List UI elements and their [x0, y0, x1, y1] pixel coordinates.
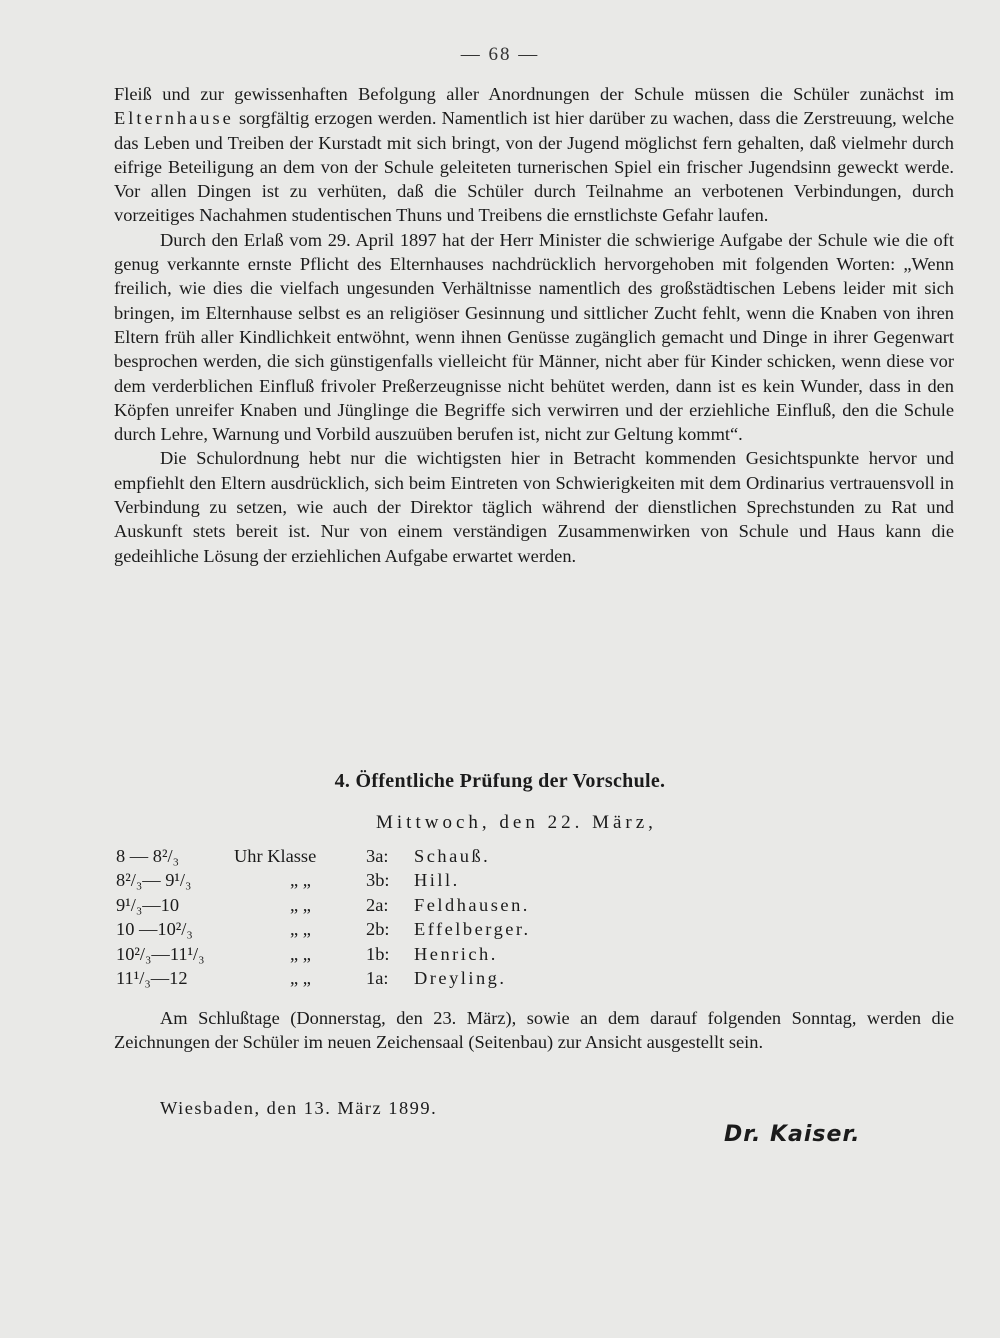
time-slot: 11¹/₃—12 [116, 967, 188, 988]
class-label: 3a: [366, 846, 389, 866]
teacher-name: Feldhausen. [414, 894, 530, 915]
unit-label: Uhr Klasse [234, 846, 317, 866]
place-and-date: Wiesbaden, den 13. März 1899. [160, 1098, 438, 1118]
paragraph-2: Durch den Erlaß vom 29. April 1897 hat der Herr Minister die schwierige Aufgabe der Schule wie die oft genug verkannte ernste Pflicht des Elternhauses nachdrücklich hervorgehoben mit folgenden Worten: „Wenn freilich, wie dies die vielfach ungesunden Verhältnisse namentlich des großstädtischen Lebens leider mit sich bringen, im Elternhause selbst es an religiöser Gesinnung und sittlicher Zucht fehlt, wenn die Knaben von ihren Eltern früh aller Kindlichkeit entwöhnt, wenn ihnen Genüsse zugänglich gemacht und Dinge in ihrer Gegenwart besprochen werden, die sich günstigenfalls vielleicht für Männer, nicht aber für Kinder schicken, wenn diese vor dem verderblichen Einfluß frivoler Preßerzeugnisse nicht behütet werden, dann ist es kein Wunder, dass in den Köpfen unreifer Knaben und Jünglinge die Begriffe sich verwirren und der erziehliche Einfluß, den die Schule durch Lehre, Warnung und Vorbild auszuüben berufen ist, nicht zur Geltung kommt“. [114, 229, 954, 445]
teacher-name: Schauß. [414, 846, 491, 866]
paragraph-3: Die Schulordnung hebt nur die wichtigsten hier in Betracht kommenden Gesichtspunkte hervor und empfiehlt den Eltern ausdrücklich, sich beim Eintreten von Schwierigkeiten mit dem Ordinarius vertrauensvoll in Verbindung zu setzen, wie auch der Direktor täglich während der dienstlichen Sprechstunden zu Rat und Auskunft stets bereit ist. Nur von einem verständigen Zusammenwirken von Schule und Haus kann die gedeihliche Lösung der erziehlichen Aufgabe erwartet werden. [114, 448, 954, 566]
class-label: 2b: [366, 919, 390, 940]
class-label: 3b: [366, 870, 390, 891]
unit-label: „ „ [290, 967, 311, 988]
paragraph-1 [114, 82, 954, 228]
exam-schedule [116, 844, 531, 990]
page-number: — 68 — [460, 44, 540, 65]
signature: Dr. Kaiser. [724, 1122, 861, 1147]
class-label: 1b: [366, 943, 390, 964]
schedule-row [116, 917, 531, 941]
unit-label: „ „ [290, 919, 311, 940]
closing-paragraph: Am Schlußtage (Donnerstag, den 23. März), sowie an dem darauf folgenden Sonntag, werden die Zeichnungen der Schüler im neuen Zeichensaal (Seitenbau) zur Ansicht ausgestellt sein. [114, 1008, 954, 1053]
paragraph-1-part-a: Fleiß und zur gewissenhaften Befolgung aller Anordnungen der Schule müssen die Schüler zunächst im [114, 84, 954, 104]
teacher-name: Henrich. [414, 943, 498, 964]
schedule-row [116, 942, 531, 966]
closing-note [114, 1006, 954, 1055]
body-text [114, 82, 954, 568]
emphasized-word: Elternhause [114, 108, 234, 129]
section-title: 4. Öffentliche Prüfung der Vorschule. [334, 770, 666, 792]
time-slot: 8²/₃— 9¹/₃ [116, 870, 192, 891]
time-slot: 8 — 8²/₃ [116, 846, 180, 866]
schedule-row [116, 893, 531, 917]
teacher-name: Effelberger. [414, 919, 531, 940]
unit-label: „ „ [290, 894, 311, 915]
schedule-row [116, 868, 531, 892]
schedule-row [116, 844, 531, 868]
teacher-name: Hill. [414, 870, 460, 891]
time-slot: 9¹/₃—10 [116, 894, 180, 915]
exam-date: Mittwoch, den 22. März, [376, 812, 657, 833]
time-slot: 10 —10²/₃ [116, 919, 193, 940]
unit-label: „ „ [290, 943, 311, 964]
time-slot: 10²/₃—11¹/₃ [116, 943, 205, 964]
teacher-name: Dreyling. [414, 967, 507, 988]
schedule-row [116, 966, 531, 990]
class-label: 2a: [366, 894, 389, 915]
unit-label: „ „ [290, 870, 311, 891]
class-label: 1a: [366, 967, 389, 988]
paragraph-1-part-b: sorgfältig erzogen werden. Namentlich ist hier darüber zu wachen, dass die Zerstreuung, welche das Leben und Treiben der Kurstadt mit sich bringt, von der Jugend möglichst fern gehalten, daß vielmehr durch eifrige Beteiligung an dem von der Schule geleiteten turnerischen Spiel ein frischer Jugendsinn geweckt werde. Vor allen Dingen ist zu verhüten, daß die Schüler durch Teilnahme an verbotenen Verbindungen, durch vorzeitiges Nachahmen studentischen Thuns und Treibens die ernstlichste Gefahr laufen. [114, 108, 954, 226]
